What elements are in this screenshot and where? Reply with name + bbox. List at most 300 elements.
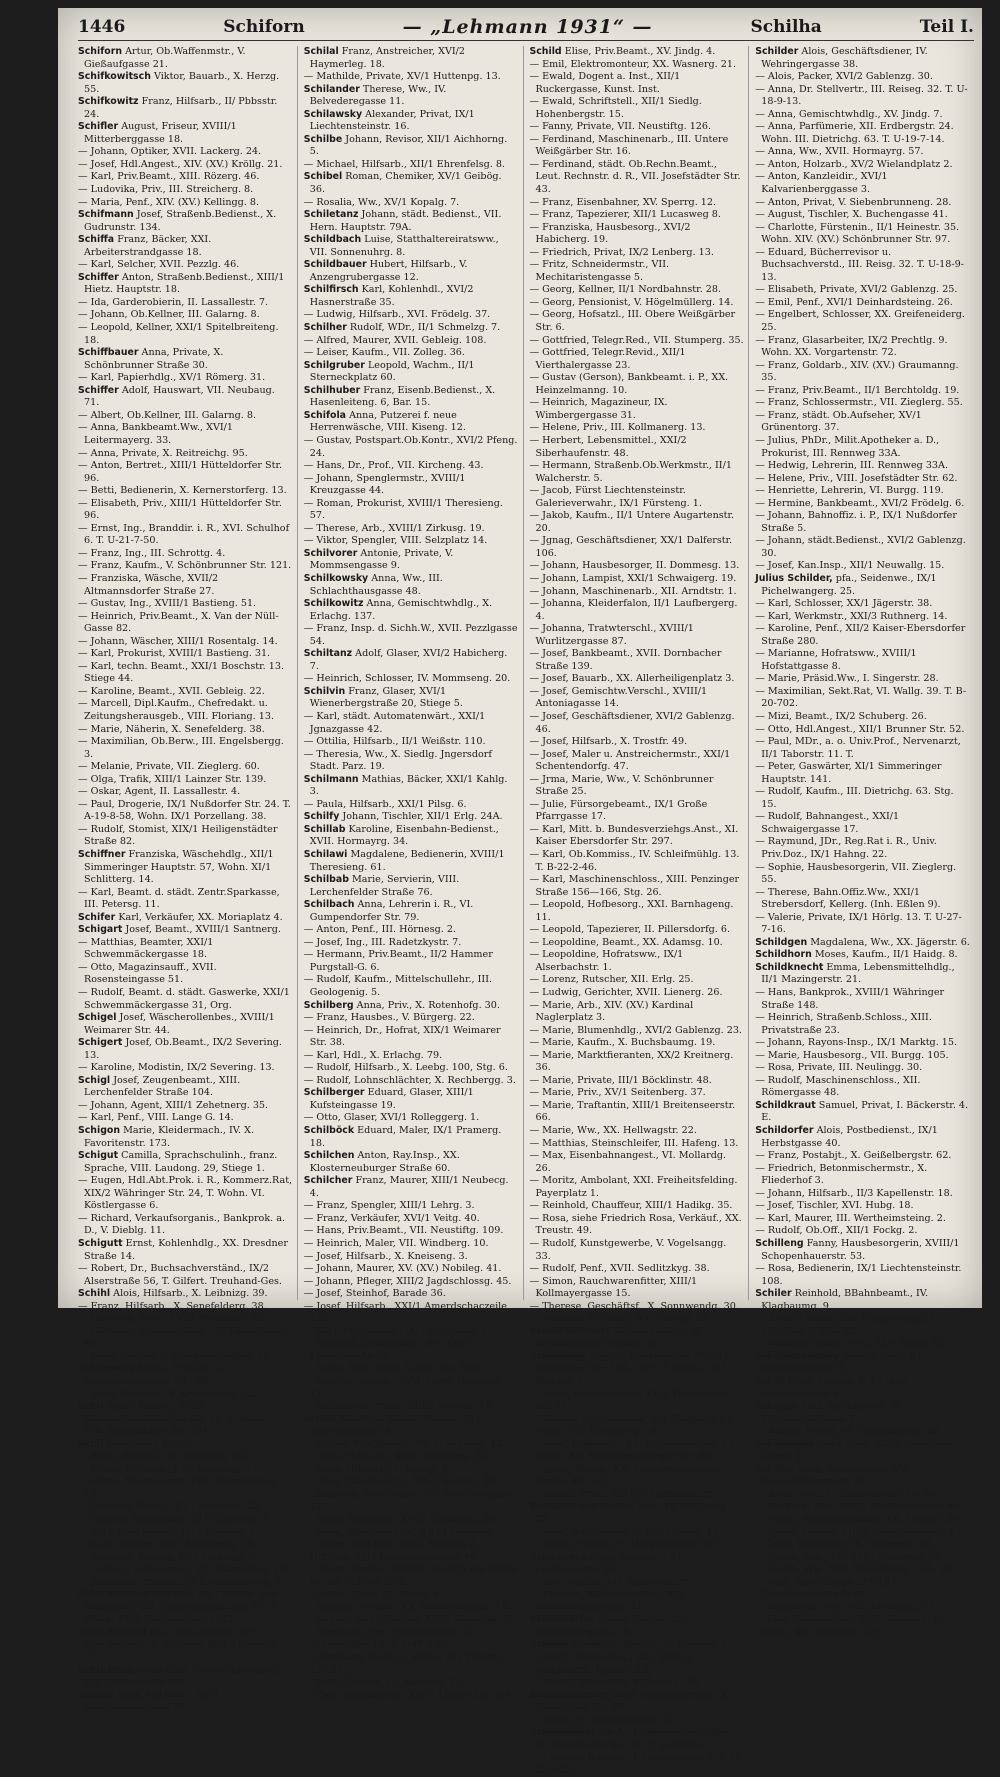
directory-entry xyxy=(530,598,745,623)
directory-entry xyxy=(304,1439,519,1452)
entry-details: — Leopold, Straßenarb., XIV. (XV.) Meiselstraße 25. xyxy=(303,1338,471,1362)
entry-details: — Bernhard, Ing., Elektrotechn., II. Taborstraße 17. T. A-47-5-65. xyxy=(303,1626,477,1651)
entry-details: Magdalena, Ww., XX. Jägerstr. 6. xyxy=(810,936,970,948)
directory-entry xyxy=(530,824,745,849)
entry-surname: Schil Michael Valentin xyxy=(78,1589,195,1601)
directory-entry xyxy=(78,724,293,737)
entry-details: — Therese, Kaffeehausbes., XIV. Rauchfangfehrerg. 21. xyxy=(529,1589,687,1613)
entry-details: — Heinrich, Schlosser, IV. Mommseng. 20. xyxy=(303,673,511,685)
directory-entry xyxy=(755,1313,970,1338)
entry-details: — Josef, Steinmetzg., XXI. Siedlg. Jungbrecht, Jagdstr. 12. xyxy=(529,1652,694,1676)
entry-details: Josef, Ob.Beamt., IX/2 Severing. 13. xyxy=(84,1037,282,1061)
directory-entry xyxy=(304,159,519,172)
entry-details: Franziska, Wäschehdlg., XII/1 Simmeringer Hauptstr. 57, Wohn. XI/1 Schlitterg. 14. xyxy=(84,849,274,886)
directory-entry xyxy=(755,510,970,535)
directory-entry xyxy=(755,1062,970,1075)
entry-details: — Martha, Beamt., XVII. Hern. Hauptstr. 17. xyxy=(303,1375,503,1400)
directory-entry xyxy=(755,573,970,598)
directory-entry xyxy=(530,1652,745,1677)
directory-entry xyxy=(304,385,519,410)
directory-entry xyxy=(304,322,519,335)
entry-details: — Hermann, Straßenb.Ob.Werkmstr., II/1 Walcherstr. 5. xyxy=(529,460,732,484)
entry-details: Alois, Hilfsarb., X. Leibnizg. 39. xyxy=(113,1288,268,1300)
directory-entry xyxy=(304,1050,519,1063)
directory-entry xyxy=(530,1125,745,1138)
directory-entry xyxy=(530,586,745,599)
entry-details: — Julie, Fürsorgebeamt., IX/1 Große Pfarrgasse 17. xyxy=(529,798,708,823)
directory-entry xyxy=(304,648,519,673)
directory-entry xyxy=(755,197,970,210)
entry-details: Rudolf, Penf., III. Matthäusgasse 3. xyxy=(761,1350,925,1375)
entry-details: Franz, Bäcker, XXI. Arbeiterstrandgasse 18. xyxy=(84,234,212,258)
directory-entry xyxy=(78,448,293,461)
directory-entry xyxy=(78,1514,293,1527)
entry-details: — Franz, Eisenbahner, XV. Sperrg. 12. xyxy=(529,196,717,208)
entry-surname: Schilcher xyxy=(303,1175,353,1187)
directory-entry xyxy=(304,1652,519,1677)
entry-details: Johann, Revisor, XII/1 Aichhorng. 5. xyxy=(309,133,508,158)
entry-surname: Schild xyxy=(303,1413,336,1425)
entry-details: — Franz, Glasarbeiter, IX/2 Prechtlg. 9. Wohn. XX. Vorgartenstr. 72. xyxy=(755,334,948,359)
entry-details: Franz, Hilfsarb., II/ Pbbsstr. 24. xyxy=(84,96,278,120)
directory-entry xyxy=(78,1263,293,1288)
entry-details: — Karl, techn. Beamt., XXI/1 Boschstr. 13. Stiege 44. xyxy=(78,660,284,685)
entry-details: Adolf, Kaufm., XVI/2 Neulerchenfelder Straße 16, T. Wohn. VIII. Josefstädter Str. 101. xyxy=(84,1401,269,1438)
entry-details: — Josef, Hilfsarb., X. Kneiseng. 3. xyxy=(303,1250,468,1262)
directory-entry xyxy=(78,197,293,210)
entry-surname: Schilberger xyxy=(303,1087,365,1099)
directory-entry xyxy=(530,1175,745,1200)
entry-details: Anna, Ww., III. Schlachthausgasse 48. xyxy=(309,572,443,597)
entry-surname: Schilder xyxy=(755,46,799,57)
entry-details: — Franz, Schlossermstr., VII. Zieglerg. 55. xyxy=(755,397,963,409)
entry-surname: Schil-Marksman xyxy=(78,1664,163,1676)
directory-entry xyxy=(304,1112,519,1125)
entry-details: — Friedrich, Betonmischermstr., X. Fliederhof 3. xyxy=(755,1162,928,1187)
directory-entry xyxy=(755,46,970,71)
entry-details: — Hermann, Priv.Beamt., II/2 Hammer Purgstall-G. 6. xyxy=(303,949,493,973)
directory-entry xyxy=(530,1000,745,1025)
entry-surname: Schilleng xyxy=(755,1237,804,1249)
directory-entry xyxy=(530,1100,745,1125)
entry-details: — Elisabeth, Priv., XIII/1 Hütteldorfer Str. 96. xyxy=(78,497,282,522)
directory-entry xyxy=(755,862,970,887)
directory-entry xyxy=(530,1351,745,1389)
entry-surname: Schigert xyxy=(78,1037,123,1049)
directory-entry xyxy=(755,1527,970,1540)
directory-entry xyxy=(78,1100,293,1113)
directory-entry xyxy=(530,297,745,310)
entry-details: — Franz, Magazineur, XVII. Rosensteing. 14. xyxy=(78,1476,279,1500)
entry-details: — Theresia Rittmm., I. Landskrong. 5. T. U-27-6-23. xyxy=(529,1752,742,1776)
directory-entry xyxy=(755,171,970,196)
entry-surname: Schildhorn xyxy=(755,949,812,961)
entry-details: Schauspielerin, V. Schönbrunner Straße 35. xyxy=(535,1325,701,1350)
entry-details: — Johann, Lampist, XXI/1 Schwaigerg. 19. xyxy=(529,572,737,584)
entry-details: — Anton, Reg.Rat, wirkl. Amtsrat d. Hdl.Ger., IX/1 Liechtensteinstr. 46. xyxy=(303,1539,480,1563)
entry-details: — Johann, Bahnoffiz. i. P., IX/1 Nußdorfer Straße 5. xyxy=(755,510,957,534)
directory-entry xyxy=(78,1627,293,1665)
entry-details: Luise, Statthaltereiratsww., VII. Sonnenuhrg. 8. xyxy=(309,234,499,258)
entry-details: — Karl, Selcher, XVII. Pezzlg. 46. xyxy=(78,259,240,271)
entry-details: — Herbert, Lebensmittel., XXI/2 Siberhaufenstr. 48. xyxy=(529,434,687,459)
directory-entry xyxy=(78,648,293,661)
entry-surname: Schilal xyxy=(303,46,339,57)
directory-entry xyxy=(304,811,519,824)
entry-details: — Josef, Gemischtw.Verschl., XVIII/1 Antoniagasse 14. xyxy=(529,685,708,710)
entry-details: — Johann, Rayons-Insp., IX/1 Marktg. 15. xyxy=(755,1037,958,1049)
directory-entry xyxy=(530,1439,745,1464)
entry-details: — Albert, Ob.Kellner, III. Galarng. 8. xyxy=(78,409,257,421)
directory-entry xyxy=(304,1263,519,1276)
entry-details: — Johanna, Kleiderfalon, II/1 Laufbergerg. 4. xyxy=(529,598,738,622)
directory-entry xyxy=(78,209,293,234)
entry-details: — Rudolf, Ob.Off., XII/1 Fockg. 2. xyxy=(755,1225,918,1237)
entry-details: — Katharina, Priv., VII. Lercheng. 17. xyxy=(755,1601,938,1613)
directory-entry xyxy=(304,234,519,259)
directory-entry xyxy=(78,1037,293,1062)
entry-details: — Alois, Hilfsarb., XXI/1 Mengerg. 23. xyxy=(303,1451,491,1463)
entry-details: — Luise, Ww., XIII/1 Linzer Str. 300. xyxy=(303,1363,481,1375)
directory-entry xyxy=(530,309,745,334)
directory-entry xyxy=(530,1050,745,1075)
entry-details: — Fanny, Private, VII. Neustiftg. 126. xyxy=(529,121,712,133)
directory-entry xyxy=(530,222,745,247)
entry-details: — Franz, Kunstkeramiker, XX. Treustr. 36. xyxy=(755,1513,962,1525)
directory-entry xyxy=(78,824,293,849)
entry-details: Anna, Gemischtwhdlg., X. Erlachg. 137. xyxy=(309,598,493,622)
entry-details: — Ludwig, Hilfsarb., XVI. Frödelg. 37. xyxy=(303,309,491,321)
entry-surname: Schiffer xyxy=(78,384,119,396)
directory-entry xyxy=(530,96,745,121)
directory-entry xyxy=(78,1539,293,1552)
directory-entry xyxy=(755,1100,970,1125)
entry-details: Alois, Mil.Offiz., XVII. Ledenhauergasse 28. xyxy=(84,1689,222,1714)
entry-details: — Anna, Parfümerie, XII. Erdbergstr. 24. Wohn. III. Dietrichg. 63. T. U-19-7-14. xyxy=(755,121,954,145)
directory-entry xyxy=(78,347,293,372)
entry-details: Franz, Glaser, XVI/1 Wienerbergstraße 20, Stiege 5. xyxy=(309,685,463,710)
directory-entry xyxy=(78,372,293,385)
entry-details: Emilie, Priv., IX. Müllnerg. 22. xyxy=(535,1501,730,1525)
entry-details: — Rudolf, Stomist, XIX/1 Heiligenstädter Straße 82. xyxy=(78,823,278,848)
entry-details: Josef, Beamt., XVIII/1 Santnerg. xyxy=(125,924,281,936)
entry-details: — Franz, Spengler, XIII/1 Lehrg. 3. xyxy=(303,1200,475,1212)
column-2 xyxy=(303,46,524,1701)
entry-details: — Karl, Rauchfangk., XVIII/1 Drepbausenstraße 61. xyxy=(755,1576,897,1601)
directory-entry xyxy=(530,1087,745,1100)
directory-entry xyxy=(755,385,970,398)
entry-surname: Schilbach xyxy=(303,899,355,911)
entry-details: Josef, Wäscherollenbes., XVIII/1 Weimarer Str. 44. xyxy=(84,1012,275,1036)
directory-entry xyxy=(755,686,970,711)
entry-details: Otto, Geschäftsinhaber, VII. Cullmannstr. 6A. xyxy=(84,1664,281,1689)
directory-entry xyxy=(755,498,970,511)
directory-entry xyxy=(304,749,519,774)
directory-entry xyxy=(530,1577,745,1590)
directory-entry xyxy=(755,1213,970,1226)
directory-entry xyxy=(755,1489,970,1502)
directory-entry xyxy=(78,460,293,485)
directory-entry xyxy=(304,535,519,548)
entry-details: — Moritz, Ambolant, XXI. Freiheitsfelding. Payerplatz 1. xyxy=(529,1175,738,1199)
entry-details: — Anton, Penf., III. Hörnesg. 2. xyxy=(303,924,457,936)
entry-details: — Maximilian, Sekt.Rat, VI. Wallg. 39. T. B-20-702. xyxy=(755,685,967,710)
entry-details: — Anna, Private, X. Reitreichg. 95. xyxy=(78,447,248,459)
directory-entry xyxy=(755,962,970,987)
directory-entry xyxy=(304,1451,519,1464)
directory-entry xyxy=(530,71,745,96)
entry-details: — Anna, Gemischtwhdlg., XV. Jindg. 7. xyxy=(755,108,943,120)
directory-entry xyxy=(530,1200,745,1213)
directory-entry xyxy=(530,736,745,749)
entry-details: — Marie, Blumenhdlg., XVI/2 Gablenzg. 23. xyxy=(529,1024,742,1036)
entry-surname: Schildbeck xyxy=(529,1551,587,1563)
entry-details: — Leopoldine, Hofratsww., IX/1 Alserbachstr. 1. xyxy=(529,949,684,973)
entry-details: siehe auch Schick. xyxy=(106,1438,197,1450)
directory-entry xyxy=(755,1238,970,1263)
entry-details: — Franz, Postabjt., X. Geißelbergstr. 62. xyxy=(755,1150,952,1162)
entry-details: — Karl, Papierhdlg., XV/1 Römerg. 31. xyxy=(78,372,266,384)
entry-details: Antonie, Private, V. Mommsengasse 9. xyxy=(309,547,454,572)
directory-entry xyxy=(304,1414,519,1439)
directory-entry xyxy=(304,874,519,899)
directory-entry xyxy=(78,1589,293,1627)
directory-entry xyxy=(78,736,293,761)
directory-entry xyxy=(304,1238,519,1251)
entry-details: — Mizi, Beamt., IX/2 Schuberg. 26. xyxy=(755,710,927,722)
directory-entry xyxy=(755,1351,970,1376)
directory-entry xyxy=(755,84,970,109)
entry-details: — Emil, Penf., XVI/1 Deinhardsteing. 26. xyxy=(755,296,953,308)
entry-details: — Josef, Bankbeamt., XVII. Dornbacher Straße 139. xyxy=(529,648,722,672)
directory-entry xyxy=(530,924,745,937)
entry-details: — Rudolf, Kaufm., Mittelschullehr., III. Geologenig. 5. xyxy=(303,974,493,999)
entry-details: — Franz, Ing., III. Schrottg. 4. xyxy=(78,547,226,559)
entry-details: — Anton, Kanzleidir., XVI/1 Kalvarienberggasse 3. xyxy=(755,171,888,196)
entry-details: — August, Schriftsetzer, XXI/1 Bunseng. 7. xyxy=(303,1614,513,1626)
directory-entry xyxy=(304,335,519,348)
entry-details: Elise, Priv.Beamt., XV. Jindg. 4. xyxy=(564,46,716,57)
entry-surname: Schilha xyxy=(755,1463,794,1475)
directory-entry xyxy=(78,1112,293,1125)
directory-entry xyxy=(530,247,745,260)
entry-details: — Karl, Maschinenschloss., XIII. Penzinger Straße 156—166, Stg. 26. xyxy=(529,874,740,898)
entry-details: — Anna, Ww., X. Zzgersdorfer Str. 95. xyxy=(755,1488,940,1500)
entry-surname: Schilbe xyxy=(303,133,343,145)
entry-surname: Schildbörfer xyxy=(529,1614,595,1626)
directory-entry xyxy=(530,711,745,736)
directory-entry xyxy=(530,1589,745,1614)
directory-entry xyxy=(755,1050,970,1063)
directory-entry xyxy=(755,159,970,172)
directory-entry xyxy=(78,686,293,699)
entry-details: Franz, Anstreicher, XVI/2 Haymerleg. 18. xyxy=(309,46,466,70)
directory-entry xyxy=(78,1451,293,1464)
directory-entry xyxy=(755,360,970,385)
directory-entry xyxy=(304,209,519,234)
directory-entry xyxy=(755,1401,970,1426)
directory-entry xyxy=(755,410,970,435)
entry-details: — Karl, Hdl., X. Erlachg. 79. xyxy=(303,1049,443,1061)
directory-entry xyxy=(755,949,970,962)
entry-surname: Schifola xyxy=(303,409,347,421)
directory-entry xyxy=(755,1439,970,1464)
directory-entry xyxy=(304,84,519,109)
entry-details: — Charlotte, Fürstenin., II/1 Heinestr. 35. Wohn. XIV. (XV.) Schönbrunner Str. 97. xyxy=(755,221,960,246)
columns-container xyxy=(78,46,974,1776)
entry-details: Artur, Ob.Waffenmstr., V. Gießaufgasse 21. xyxy=(84,46,246,70)
entry-details: — Therese, Bahn.Offiz.Ww., XXI/1 Strebersdorf, Kellerg. (Inh. Eßlen 9). xyxy=(755,886,941,911)
directory-entry xyxy=(530,1639,745,1652)
entry-details: Franz, Eisenb.Bedienst., X. Hasenleiteng. 6, Bar. 15. xyxy=(309,384,496,409)
entry-details: Karoline, Eisenbahn-Bedienst., XVII. Hormayrg. 34. xyxy=(309,823,499,848)
entry-details: Johann, Tischler, XII/1 Erlg. 24A. xyxy=(342,811,503,823)
entry-details: — Marie, Private, III/1 Böcklinstr. 48. xyxy=(529,1074,712,1086)
entry-details: Rudolf, WDr., II/1 Schmelzg. 7. xyxy=(349,322,501,334)
directory-entry xyxy=(304,360,519,385)
entry-details: — Betti, Private, III. Keinerg. 21. xyxy=(303,1677,464,1689)
entry-details: Josef, Zeugenbeamt., XIII. Lerchenfelder Straße 104. xyxy=(84,1074,241,1099)
directory-entry xyxy=(78,598,293,611)
entry-surname: Schihowitz xyxy=(78,1363,136,1375)
entry-details: — Engelbert, Schlosser, XX. Greifeneiderg. 25. xyxy=(755,309,965,334)
directory-entry xyxy=(304,924,519,937)
entry-details: — Karl, Bankbeamt., IX/1 Binderg. 6. xyxy=(78,1526,259,1538)
entry-details: Marie, Servierin, VIII. Lerchenfelder Straße 76. xyxy=(309,874,460,898)
directory-entry xyxy=(530,335,745,348)
directory-entry xyxy=(304,410,519,435)
directory-entry xyxy=(304,1225,519,1238)
directory-entry xyxy=(530,1414,745,1439)
directory-entry xyxy=(304,1125,519,1150)
directory-entry xyxy=(755,1288,970,1313)
entry-surname: Schilger xyxy=(755,1401,799,1413)
directory-entry xyxy=(304,774,519,799)
entry-surname: Schild xyxy=(529,46,562,57)
entry-details: Alois, Stomist, VIII. Laudongasse 33. xyxy=(535,1551,685,1576)
entry-details: — Hans, Priv.Beamt., VII. Neustiftg. 109. xyxy=(303,1225,504,1237)
directory-entry xyxy=(530,987,745,1000)
directory-entry xyxy=(755,761,970,786)
directory-entry xyxy=(530,59,745,72)
entry-details: — Josef, Hilfsarb., XXI/1 Amerdschaczeile 123. xyxy=(303,1300,507,1325)
entry-details: — Johann, Agent, XIII/1 Zehetnerg. 35. xyxy=(78,1099,269,1111)
directory-entry xyxy=(78,548,293,561)
entry-details: Josef, Penf., XVII. Hernalser Gürtel 2. xyxy=(761,1438,953,1463)
entry-details: — Marie, Arb., XIV. (XV.) Kardinal Naglerplatz 3. xyxy=(529,999,694,1024)
entry-details: — Karoline, Beamt., XVII. Gebleig. 22. xyxy=(78,685,265,697)
entry-details: — Rudolf, Kunstgewerbe, V. Vogelsangg. 33. xyxy=(529,1237,727,1262)
directory-entry xyxy=(78,1288,293,1301)
entry-details: — Rudolf, Kaufm., III. Dietrichg. 63. Stg. 15. xyxy=(755,786,954,810)
directory-entry xyxy=(78,1464,293,1477)
directory-entry xyxy=(530,435,745,460)
directory-entry xyxy=(78,912,293,925)
entry-details: — Karoline, Penf., XII/2 Kaiser-Ebersdorfer Straße 280. xyxy=(755,623,966,647)
entry-details: — Josef, Kan.Insp., XII/1 Neuwallg. 15. xyxy=(755,560,945,572)
directory-entry xyxy=(78,485,293,498)
column-4 xyxy=(755,46,974,1638)
directory-entry xyxy=(755,71,970,84)
directory-entry xyxy=(755,887,970,912)
entry-surname: Schiltanz xyxy=(303,648,353,660)
entry-details: Viktor, Bauarb., X. Herzg. 55. xyxy=(84,71,280,95)
directory-entry xyxy=(78,498,293,523)
directory-entry xyxy=(78,1213,293,1238)
directory-entry xyxy=(530,510,745,535)
directory-entry xyxy=(78,1389,293,1402)
entry-details: — Marie, Hausbesorg., VII. Burgg. 105. xyxy=(755,1049,949,1061)
directory-entry xyxy=(304,1326,519,1339)
entry-details: — Josef, Hdl.Angest., XIV. (XV.) Kröllg. 21. xyxy=(78,158,283,170)
entry-details: Alois, Geschäftsdiener, IV. Wehringergasse 38. xyxy=(761,46,928,70)
entry-details: — Johann, Hausbesorger, II. Dommesg. 13. xyxy=(529,560,740,572)
directory-entry xyxy=(78,661,293,686)
directory-entry xyxy=(530,849,745,874)
directory-entry xyxy=(304,109,519,134)
directory-entry xyxy=(78,523,293,548)
directory-entry xyxy=(530,1489,745,1502)
entry-details: — Gustav, Ing., XVIII/1 Bastieng. 51. xyxy=(78,598,257,610)
entry-details: — Marie, Private, V. Margaretenstr. 67. xyxy=(529,1539,721,1551)
directory-entry xyxy=(530,1464,745,1489)
entry-details: — Franziska, Hausbesorg., XVI/2 Habicherg. 19. xyxy=(529,221,691,246)
entry-surname: Schiffer xyxy=(78,271,119,283)
entry-details: — Anna, Ww., XVII. Hormayrg. 57. xyxy=(755,146,924,158)
directory-entry xyxy=(304,523,519,536)
entry-details: — Bernhard, Wohn. I. Wohn. II/1 Ybbsstr. 13—21. xyxy=(303,1652,505,1676)
directory-entry xyxy=(755,1514,970,1527)
directory-entry xyxy=(530,1213,745,1238)
entry-surname: Schigart xyxy=(78,924,123,936)
directory-entry xyxy=(78,1313,293,1326)
entry-surname: Schildorfer xyxy=(755,1125,814,1137)
directory-entry xyxy=(304,1514,519,1527)
entry-details: — Karl, Mitt. b. Bundesverziehgs.Anst., XI. Kaiser Ebersdorfer Str. 297. xyxy=(529,823,739,848)
directory-entry xyxy=(530,347,745,372)
directory-entry xyxy=(304,937,519,950)
entry-details: — Therese, Geschäftsf., X. Sonnwendg. 30. xyxy=(529,1300,739,1312)
entry-surname: Schildbauer xyxy=(303,259,367,271)
directory-entry xyxy=(78,1564,293,1577)
directory-entry xyxy=(78,309,293,322)
entry-details: — Karl, Ob.Kommiss., IV. Schleifmühlg. 13. T. B-22-2-46. xyxy=(529,849,740,873)
directory-entry xyxy=(304,824,519,849)
directory-entry xyxy=(304,849,519,874)
entry-details: — Johann, Optiker, XVII. Lackerg. 24. xyxy=(78,146,262,158)
directory-entry xyxy=(78,1439,293,1452)
directory-entry xyxy=(755,987,970,1012)
entry-details: — Heinrich, Priv.Beamt., X. Van der Nüll-Gasse 82. xyxy=(78,610,279,635)
entry-details: — Karl, Penf., VIII. Lange G. 14. xyxy=(78,1112,234,1124)
directory-entry xyxy=(304,71,519,84)
entry-details: — Anton, Bertret., XIII/1 Hütteldorfer Str. 96. xyxy=(78,460,283,484)
directory-entry xyxy=(78,385,293,410)
directory-entry xyxy=(530,1727,745,1752)
entry-surname: Schil xyxy=(78,1438,104,1450)
entry-details: Albertine Marie, Private, II/1 Schrogbergstr. 8. xyxy=(309,1413,480,1438)
directory-entry xyxy=(755,335,970,360)
directory-entry xyxy=(755,435,970,460)
entry-details: — Marie, Näherin, X. Senefelderg. 38. xyxy=(78,723,265,735)
entry-details: — Josef, Tischler, XVI. Hubg. 18. xyxy=(755,1200,914,1212)
entry-details: — Anna, Bankbeamt.Ww., XVI/1 Leitermayerg. 33. xyxy=(78,422,234,446)
entry-details: — Jakob, Kaufm., II/1 Untere Augartenstr. 20. xyxy=(529,510,735,534)
entry-details: — Josefa, Ww., VIII. Windbergg. 16A. 18. xyxy=(755,1564,955,1576)
entry-details: — Reinhold, Chauffeur, XIII/1 Hadikg. 35. xyxy=(529,1200,733,1212)
directory-entry xyxy=(530,1552,745,1577)
entry-details: — Wilhelm, Hilfsarb., XX. Denisg. 38. xyxy=(529,1313,712,1325)
